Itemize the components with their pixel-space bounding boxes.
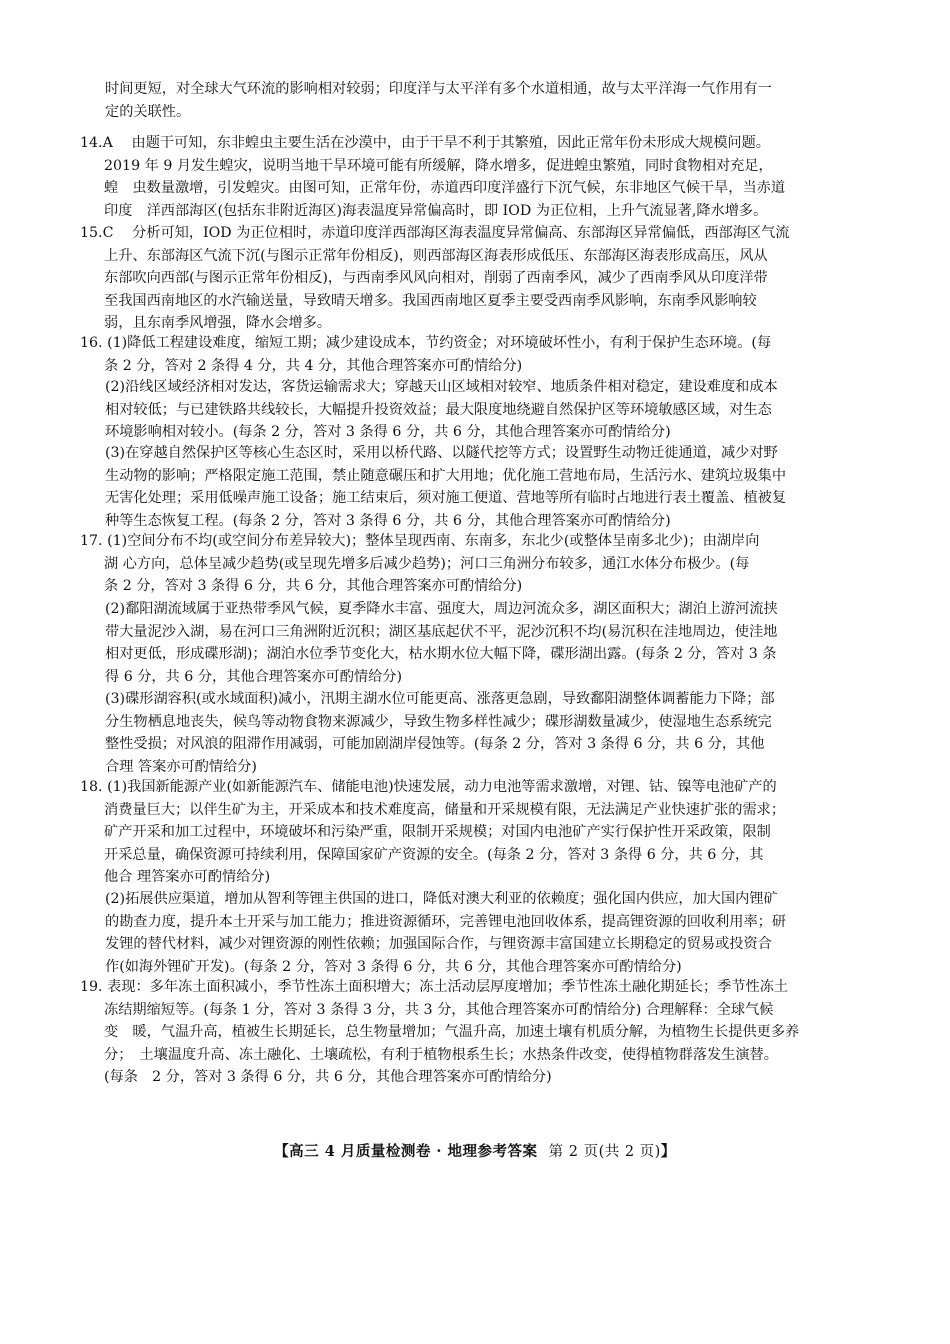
text-line: 东部吹向西部(与图示正常年份相反)，与西南季风风向相对，削弱了西南季风，减少了西南季风从印度洋带 xyxy=(104,270,768,286)
text-line: (2)鄱阳湖流域属于亚热带季风气候，夏季降水丰富、强度大，周边河流众多，湖区面积大；湖泊上游河流挟 xyxy=(105,601,778,617)
text-line: 环境影响相对较小。(每条 2 分，答对 3 条得 6 分，共 6 分，其他合理答案亦可酌情给分) xyxy=(105,424,671,440)
answer-17-part-1 xyxy=(80,530,870,598)
answer-16-part-3 xyxy=(105,442,870,532)
text-line: 他合 理答案亦可酌情给分) xyxy=(104,869,271,885)
text-line: 上升、东部海区气流下沉(与图示正常年份相反)，则西部海区海表形成低压、东部海区海表形成高压，风从 xyxy=(104,247,768,264)
text-line: 分； 土壤温度升高、冻土融化、土壤疏松，有利于植物根系生长；水热条件改变，使得植物群落发生演替。 xyxy=(104,1046,778,1063)
text-line: 的勘查力度，提升本土开采与加工能力；推进资源循环，完善锂电池回收体系，提高锂资源的回收利用率；研 xyxy=(105,913,787,930)
text-line: 湖 心方向，总体呈减少趋势(或呈现先增多后减少趋势)；河口三角洲分布较多，通江水体分布极少。(每 xyxy=(104,555,750,572)
answer-15 xyxy=(80,222,870,335)
text-line: 蝗 虫数量激增，引发蝗灾。由图可知，正常年份，赤道西印度洋盛行下沉气候，东非地区气候干旱，当赤道 xyxy=(104,180,786,196)
text-line: 消费量巨大；以伴生矿为主，开采成本和技术难度高，储量和开采规模有限，无法满足产业快速扩张的需求； xyxy=(104,801,786,818)
text-line: 条 2 分，答对 3 条得 6 分，共 6 分，其他合理答案亦可酌情给分) xyxy=(104,578,523,594)
text-line: (3)在穿越自然保护区等核心生态区时，采用以桥代路、以隧代挖等方式；设置野生动物迁徙通道，减少对野 xyxy=(105,445,778,461)
intro-paragraph xyxy=(105,78,870,123)
answer-18-part-2 xyxy=(105,888,870,978)
text-line: 种等生态恢复工程。(每条 2 分，答对 3 条得 6 分，共 6 分，其他合理答案亦可酌情给分) xyxy=(105,512,671,529)
text-line: 相对较低；与已建铁路共线较长，大幅提升投资效益；最大限度地绕避自然保护区等环境敏感区域，对生态 xyxy=(105,401,772,418)
text-line: 条 2 分，答对 2 条得 4 分，共 4 分，其他合理答案亦可酌情给分) xyxy=(104,357,523,374)
answer-18-part-1 xyxy=(80,776,870,889)
text-line: 开采总量，确保资源可持续利用，保障国家矿产资源的安全。(每条 2 分，答对 3 条得 6 分，共 6 分，其 xyxy=(104,846,764,863)
footer-title: 【高三 4 月质量检测卷 · 地理参考答案 xyxy=(274,1143,538,1160)
answer-16-part-2 xyxy=(105,376,870,444)
page-footer xyxy=(0,1140,950,1161)
text-line: (每条 2 分，答对 3 条得 6 分，共 6 分，其他合理答案亦可酌情给分) xyxy=(104,1069,552,1085)
text-line: 至我国西南地区的水汽输送量，导致晴天增多。我国西南地区夏季主要受西南季风影响，东南季风影响较 xyxy=(104,292,757,309)
footer-page-number: 第 2 页(共 2 页) xyxy=(548,1144,661,1160)
text-line: (2)拓展供应渠道，增加从智利等锂主供国的进口，降低对澳大利亚的依赖度；强化国内供应，加大国内锂矿 xyxy=(105,891,778,907)
text-line: 定的关联性。 xyxy=(105,103,191,120)
text-line: 合理 答案亦可酌情给分) xyxy=(105,758,257,775)
footer-bracket: 】 xyxy=(660,1143,676,1160)
text-line: 冻结期缩短等。(每条 1 分，答对 3 条得 3 分，共 3 分，其他合理答案亦可酌情给分) 合理解释：全球气候 xyxy=(104,1001,774,1018)
text-line: 得 6 分，共 6 分，其他合理答案亦可酌情给分) xyxy=(105,668,403,685)
text-line: (2)沿线区域经济相对发达，客货运输需求大；穿越天山区域相对较窄、地质条件相对稳定，建设难度和成本 xyxy=(105,379,778,395)
text-line: 17. (1)空间分布不均(或空间分布差异较大)；整体呈现西南、东南多，东北少(或整体呈南多北少)；由湖岸向 xyxy=(80,533,760,549)
text-line: 弱，且东南季风增强，降水会增多。 xyxy=(104,315,332,331)
text-line: 分生物栖息地丧失，候鸟等动物食物来源减少，导致生物多样性减少；碟形湖数量减少，使湿地生态系统完 xyxy=(105,713,772,730)
answer-14 xyxy=(80,132,870,222)
text-line: 18. (1)我国新能源产业(如新能源汽车、储能电池)快速发展，动力电池等需求激增，对锂、钴、镍等电池矿产的 xyxy=(80,779,777,795)
text-line: 14.A 由题干可知，东非蝗虫主要生活在沙漠中，由于干旱不利于其繁殖，因此正常年份未形成大规模问题。 xyxy=(80,135,770,151)
text-line: 相对更低，形成碟形湖)；湖泊水位季节变化大，枯水期水位大幅下降，碟形湖出露。(每条 2 分，答对 3 条 xyxy=(105,646,777,662)
text-line: 16. (1)降低工程建设难度，缩短工期；减少建设成本，节约资金；对环境破坏性小，有利于保护生态环境。(每 xyxy=(80,335,772,351)
text-line: 印度 洋西部海区(包括东非附近海区)海表温度异常偏高时，即 IOD 为正位相，上升气流显著,降水增多。 xyxy=(104,202,768,219)
text-line: 变 暖，气温升高，植被生长期延长，总生物量增加；气温升高，加速土壤有机质分解，为植物生长提供更多养 xyxy=(104,1024,800,1040)
text-line: 时间更短，对全球大气环流的影响相对较弱；印度洋与太平洋有多个水道相通，故与太平洋海一气作用有一 xyxy=(105,81,772,97)
text-line: 生动物的影响；严格限定施工范围，禁止随意碾压和扩大用地；优化施工营地布局，生活污水、建筑垃圾集中 xyxy=(105,467,787,484)
text-line: 15.C 分析可知，IOD 为正位相时，赤道印度洋西部海区海表温度异常偏高、东部海区异常偏低，西部海区气流 xyxy=(80,225,790,241)
text-line: 2019 年 9 月发生蝗灾，说明当地干旱环境可能有所缓解，降水增多，促进蝗虫繁殖，同时食物相对充足， xyxy=(104,157,773,174)
text-line: 整性受损；对风浪的阻滞作用减弱，可能加剧湖岸侵蚀等。(每条 2 分，答对 3 条得 6 分，共 6 分，其他 xyxy=(105,736,765,752)
text-line: 发锂的替代材料，减少对锂资源的刚性依赖；加强国际合作，与锂资源丰富国建立长期稳定的贸易或投资合 xyxy=(105,936,772,952)
text-line: (3)碟形湖容积(或水域面积)减小，汛期主湖水位可能更高、涨落更急剧，导致鄱阳湖整体调蓄能力下降；部 xyxy=(105,691,775,707)
answer-19 xyxy=(80,976,870,1089)
answer-17-part-3 xyxy=(105,688,870,778)
text-line: 矿产开采和加工过程中，环境破坏和污染严重，限制开采规模；对国内电池矿产实行保护性开采政策，限制 xyxy=(104,824,771,840)
text-line: 无害化处理；采用低噪声施工设备；施工结束后，须对施工便道、营地等所有临时占地进行表土覆盖、植被复 xyxy=(105,490,787,506)
text-line: 19. 表现：多年冻土面积减小，季节性冻土面积增大；冻土活动层厚度增加；季节性冻土融化期延长；季节性冻土 xyxy=(80,979,789,995)
text-line: 作(如海外锂矿开发)。(每条 2 分，答对 3 条得 6 分，共 6 分，其他合理答案亦可酌情给分) xyxy=(105,958,682,975)
answer-16-part-1 xyxy=(80,332,870,377)
text-line: 带大量泥沙入湖，易在河口三角洲附近沉积；湖区基底起伏不平，泥沙沉积不均(易沉积在洼地周边，使洼地 xyxy=(105,623,778,640)
answer-17-part-2 xyxy=(105,598,870,688)
